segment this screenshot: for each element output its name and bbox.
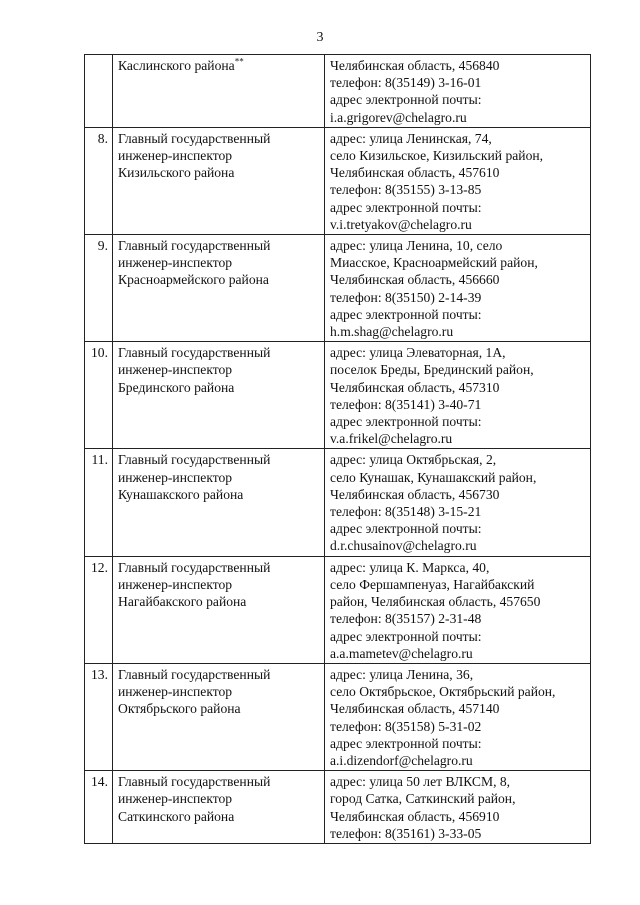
- contact-line: адрес: улица Элеваторная, 1А,: [330, 345, 506, 361]
- contact-line: район, Челябинская область, 457650: [330, 594, 541, 610]
- position-line: [118, 469, 320, 486]
- position-line: [118, 164, 320, 181]
- contact-line: адрес электронной почты:: [330, 735, 482, 751]
- position-cell: [113, 663, 325, 770]
- position-line: [118, 808, 320, 825]
- position-text: Кизильского района: [118, 165, 235, 181]
- position-line: [118, 451, 320, 468]
- position-cell: [113, 556, 325, 663]
- position-text: Красноармейского района: [118, 272, 269, 288]
- position-line: [118, 361, 320, 378]
- position-line: [118, 147, 320, 164]
- contact-line: i.a.grigorev@chelagro.ru: [330, 109, 467, 125]
- table-row: [85, 342, 591, 449]
- contact-line: адрес электронной почты:: [330, 414, 482, 430]
- contact-line: адрес электронной почты:: [330, 92, 482, 108]
- contact-line: Челябинская область, 457610: [330, 165, 500, 181]
- table-row: [85, 771, 591, 844]
- position-text: инженер-инспектор: [118, 255, 233, 271]
- position-line: [118, 254, 320, 271]
- contact-line: h.m.shag@chelagro.ru: [330, 324, 454, 340]
- row-number: 14.: [85, 771, 113, 844]
- position-text: Главный государственный: [118, 238, 271, 254]
- contact-line: Челябинская область, 456910: [330, 808, 500, 824]
- contact-cell: [325, 556, 591, 663]
- contact-cell: [325, 771, 591, 844]
- position-line: [118, 559, 320, 576]
- position-text: инженер-инспектор: [118, 469, 233, 485]
- table-row: [85, 556, 591, 663]
- contact-line: Челябинская область, 457310: [330, 379, 500, 395]
- contact-line: Челябинская область, 456660: [330, 272, 500, 288]
- table-row: [85, 235, 591, 342]
- position-line: [118, 666, 320, 683]
- table-row: [85, 55, 591, 128]
- position-text: инженер-инспектор: [118, 148, 233, 164]
- position-text: Саткинского района: [118, 808, 235, 824]
- contact-line: адрес электронной почты:: [330, 521, 482, 537]
- position-text: Кунашакского района: [118, 486, 244, 502]
- table-row: [85, 449, 591, 556]
- contact-line: адрес электронной почты:: [330, 628, 482, 644]
- position-line: [118, 344, 320, 361]
- table-body: [85, 55, 591, 844]
- contact-line: телефон: 8(35141) 3-40-71: [330, 396, 482, 412]
- position-line: [118, 593, 320, 610]
- page-number: 3: [316, 30, 324, 45]
- position-cell: [113, 771, 325, 844]
- contact-cell: [325, 235, 591, 342]
- contact-cell: [325, 663, 591, 770]
- contact-line: телефон: 8(35158) 5-31-02: [330, 718, 482, 734]
- position-line: [118, 57, 320, 74]
- position-line: [118, 237, 320, 254]
- contact-line: телефон: 8(35161) 3-33-05: [330, 825, 482, 841]
- contact-line: село Октябрьское, Октябрьский район,: [330, 684, 556, 700]
- contact-line: Челябинская область, 456840: [330, 58, 500, 73]
- position-text: Главный государственный: [118, 559, 271, 575]
- contact-cell: [325, 127, 591, 234]
- contact-line: адрес: улица К. Маркса, 40,: [330, 559, 490, 575]
- table-row: [85, 127, 591, 234]
- position-text: инженер-инспектор: [118, 684, 233, 700]
- contact-line: город Сатка, Саткинский район,: [330, 791, 516, 807]
- footnote-mark: **: [234, 56, 244, 67]
- position-cell: [113, 127, 325, 234]
- row-number: [85, 55, 113, 128]
- contact-line: a.a.mametev@chelagro.ru: [330, 645, 473, 661]
- position-cell: [113, 55, 325, 128]
- inspector-contacts-table: [84, 54, 591, 844]
- contact-line: Челябинская область, 456730: [330, 486, 500, 502]
- contact-line: телефон: 8(35148) 3-15-21: [330, 504, 482, 520]
- position-text: Главный государственный: [118, 452, 271, 468]
- contact-line: телефон: 8(35155) 3-13-85: [330, 182, 482, 198]
- position-text: Нагайбакского района: [118, 594, 247, 610]
- position-line: [118, 683, 320, 700]
- row-number: 10.: [85, 342, 113, 449]
- contact-line: адрес электронной почты:: [330, 199, 482, 215]
- row-number: 13.: [85, 663, 113, 770]
- contact-cell: [325, 449, 591, 556]
- position-cell: [113, 235, 325, 342]
- contact-line: адрес электронной почты:: [330, 306, 482, 322]
- contact-line: v.i.tretyakov@chelagro.ru: [330, 216, 472, 232]
- contact-line: d.r.chusainov@chelagro.ru: [330, 538, 477, 554]
- contact-line: адрес: улица Ленинская, 74,: [330, 130, 492, 146]
- position-line: [118, 271, 320, 288]
- position-text: инженер-инспектор: [118, 791, 233, 807]
- position-text: Главный государственный: [118, 345, 271, 361]
- position-line: [118, 130, 320, 147]
- contact-line: телефон: 8(35157) 2-31-48: [330, 611, 482, 627]
- contact-line: адрес: улица 50 лет ВЛКСМ, 8,: [330, 774, 511, 790]
- position-text: Главный государственный: [118, 130, 271, 146]
- contact-line: v.a.frikel@chelagro.ru: [330, 431, 453, 447]
- position-text: инженер-инспектор: [118, 576, 233, 592]
- position-line: [118, 790, 320, 807]
- contact-line: село Кизильское, Кизильский район,: [330, 148, 544, 164]
- contact-line: телефон: 8(35149) 3-16-01: [330, 75, 482, 91]
- contact-line: адрес: улица Ленина, 36,: [330, 666, 474, 682]
- row-number: 8.: [85, 127, 113, 234]
- contact-line: адрес: улица Ленина, 10, село: [330, 238, 503, 254]
- position-cell: [113, 449, 325, 556]
- contact-line: поселок Бреды, Брединский район,: [330, 362, 534, 378]
- position-line: [118, 773, 320, 790]
- contact-line: Челябинская область, 457140: [330, 701, 500, 717]
- position-text: Брединского района: [118, 379, 235, 395]
- position-text: Главный государственный: [118, 774, 271, 790]
- position-text: инженер-инспектор: [118, 362, 233, 378]
- contact-line: a.i.dizendorf@chelagro.ru: [330, 752, 473, 768]
- position-line: [118, 576, 320, 593]
- contact-line: адрес: улица Октябрьская, 2,: [330, 452, 497, 468]
- position-line: [118, 700, 320, 717]
- table-row: [85, 663, 591, 770]
- contact-line: село Кунашак, Кунашакский район,: [330, 469, 537, 485]
- contact-cell: [325, 55, 591, 128]
- position-cell: [113, 342, 325, 449]
- contact-cell: [325, 342, 591, 449]
- position-text: Каслинского района: [118, 58, 235, 73]
- row-number: 9.: [85, 235, 113, 342]
- row-number: 11.: [85, 449, 113, 556]
- position-line: [118, 379, 320, 396]
- contact-line: Миасское, Красноармейский район,: [330, 255, 538, 271]
- position-line: [118, 486, 320, 503]
- contact-line: село Фершампенуаз, Нагайбакский: [330, 576, 535, 592]
- row-number: 12.: [85, 556, 113, 663]
- position-text: Главный государственный: [118, 666, 271, 682]
- contact-line: телефон: 8(35150) 2-14-39: [330, 289, 482, 305]
- position-text: Октябрьского района: [118, 701, 241, 717]
